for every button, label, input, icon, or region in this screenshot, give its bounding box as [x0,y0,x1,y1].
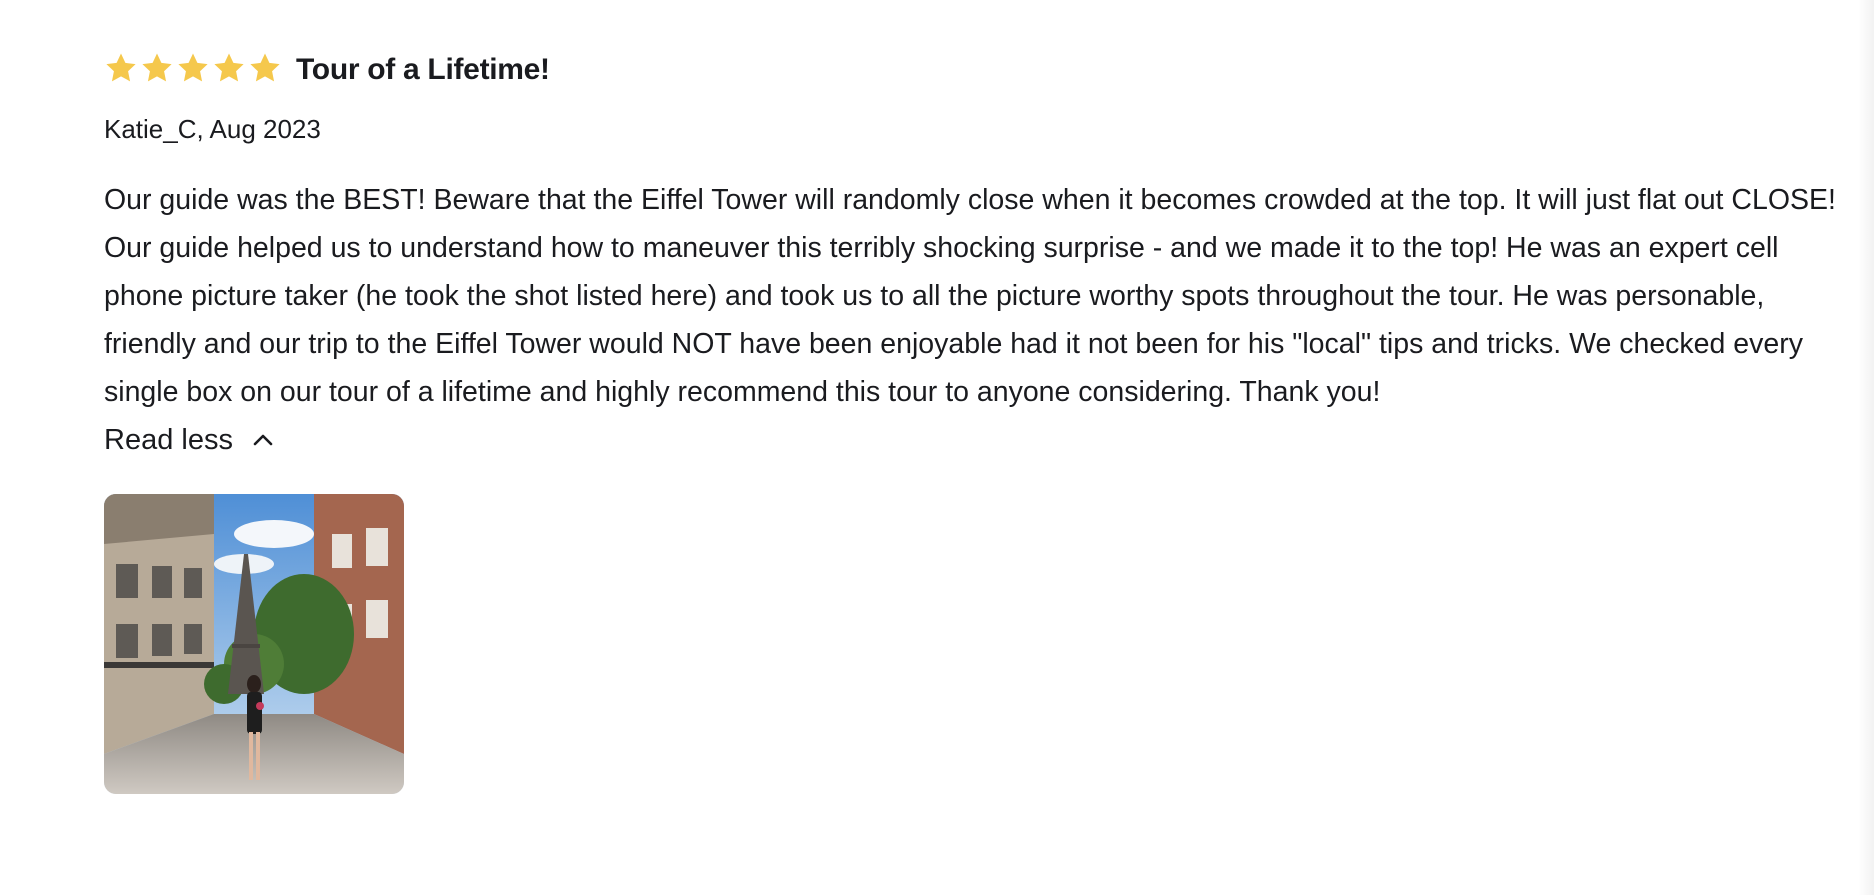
star-rating [104,51,282,85]
star-icon [176,51,210,85]
star-icon [248,51,282,85]
read-less-button[interactable] [104,416,277,464]
review-photo[interactable] [104,494,404,794]
read-less-label: Read less [104,424,233,456]
review-title: Tour of a Lifetime! [296,53,550,86]
star-icon [104,51,138,85]
review-text: Our guide was the BEST! Beware that the Eiffel Tower will randomly close when it becomes crowded at the top. It will just flat out CLOSE! Our guide helped us to understand how to maneuver this terribly shocking surprise - and we made it to the top! He was an expert cell phone picture taker (he took the shot listed here) and took us to all the picture worthy spots throughout the tour. He was personable, friendly and our trip to the Eiffel Tower would NOT have been enjoyable had it not been for his "local" tips and tricks. We checked every single box on our tour of a lifetime and highly recommend this tour to anyone considering. Thank you! [104,184,1836,408]
review-card [104,44,1844,794]
review-author-date: Katie_C, Aug 2023 [104,114,321,144]
star-icon [212,51,246,85]
review-header [104,44,1844,92]
chevron-up-icon [249,426,277,454]
page-edge [1858,0,1874,895]
star-icon [140,51,174,85]
